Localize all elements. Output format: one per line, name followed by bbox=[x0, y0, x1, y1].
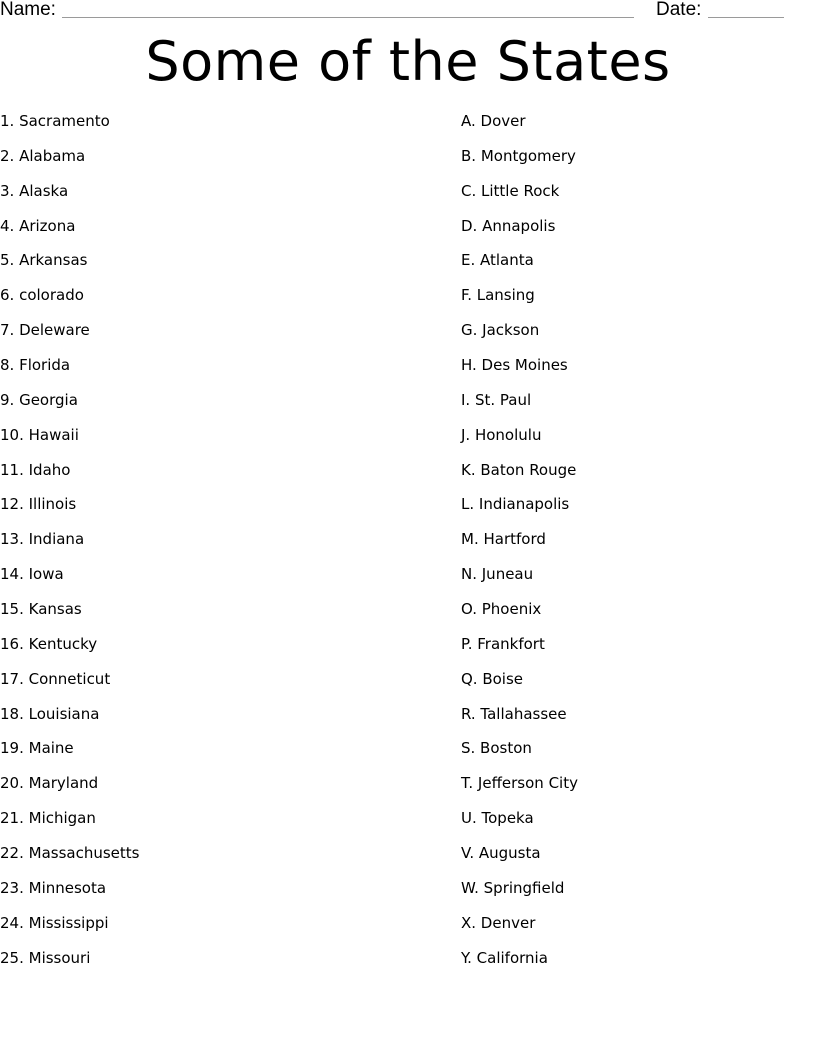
state-item: 1. Sacramento bbox=[0, 112, 110, 130]
state-item: 11. Idaho bbox=[0, 460, 71, 479]
name-blank-line bbox=[62, 17, 634, 18]
capital-item: X. Denver bbox=[461, 913, 536, 932]
state-item: 18. Louisiana bbox=[0, 704, 100, 723]
capital-item: E. Atlanta bbox=[461, 251, 534, 270]
capital-item: H. Des Moines bbox=[461, 356, 568, 375]
capital-item: I. St. Paul bbox=[461, 390, 532, 409]
states-list bbox=[0, 112, 139, 983]
state-item: 3. Alaska bbox=[0, 181, 69, 200]
name-label: Name: bbox=[0, 0, 56, 20]
state-item: 25. Missouri bbox=[0, 948, 91, 967]
capital-item: N. Juneau bbox=[461, 565, 534, 584]
state-item: 10. Hawaii bbox=[0, 425, 79, 444]
state-item: 19. Maine bbox=[0, 739, 74, 758]
state-item: 12. Illinois bbox=[0, 495, 77, 514]
state-item: 4. Arizona bbox=[0, 216, 76, 235]
date-label: Date: bbox=[656, 0, 702, 20]
capital-item: Y. California bbox=[461, 948, 548, 967]
capital-item: A. Dover bbox=[461, 112, 526, 130]
state-item: 22. Massachusetts bbox=[0, 844, 140, 863]
capital-item: J. Honolulu bbox=[461, 425, 542, 444]
capital-item: T. Jefferson City bbox=[461, 774, 578, 793]
capital-item: L. Indianapolis bbox=[461, 495, 570, 514]
state-item: 20. Maryland bbox=[0, 774, 99, 793]
state-item: 8. Florida bbox=[0, 356, 71, 375]
state-item: 17. Conneticut bbox=[0, 669, 111, 688]
state-item: 23. Minnesota bbox=[0, 878, 107, 897]
capital-item: M. Hartford bbox=[461, 530, 546, 549]
capital-item: K. Baton Rouge bbox=[461, 460, 577, 479]
capital-item: D. Annapolis bbox=[461, 216, 556, 235]
capital-item: P. Frankfort bbox=[461, 634, 545, 653]
capitals-list bbox=[461, 112, 578, 983]
state-item: 15. Kansas bbox=[0, 600, 82, 619]
state-item: 5. Arkansas bbox=[0, 251, 88, 270]
capital-item: W. Springfield bbox=[461, 878, 565, 897]
page-title: Some of the States bbox=[145, 30, 671, 93]
state-item: 2. Alabama bbox=[0, 146, 86, 165]
state-item: 9. Georgia bbox=[0, 390, 78, 409]
capital-item: R. Tallahassee bbox=[461, 704, 567, 723]
state-item: 21. Michigan bbox=[0, 809, 96, 828]
capital-item: Q. Boise bbox=[461, 669, 524, 688]
state-item: 7. Deleware bbox=[0, 321, 90, 340]
state-item: 24. Mississippi bbox=[0, 913, 109, 932]
capital-item: V. Augusta bbox=[461, 844, 541, 863]
capital-item: G. Jackson bbox=[461, 321, 540, 340]
capital-item: O. Phoenix bbox=[461, 600, 542, 619]
date-blank-line bbox=[708, 17, 784, 18]
state-item: 13. Indiana bbox=[0, 530, 85, 549]
worksheet-header bbox=[0, 0, 816, 24]
capital-item: C. Little Rock bbox=[461, 181, 560, 200]
state-item: 16. Kentucky bbox=[0, 634, 98, 653]
capital-item: U. Topeka bbox=[461, 809, 534, 828]
capital-item: F. Lansing bbox=[461, 286, 535, 305]
state-item: 14. Iowa bbox=[0, 565, 64, 584]
capital-item: S. Boston bbox=[461, 739, 532, 758]
state-item: 6. colorado bbox=[0, 286, 84, 305]
capital-item: B. Montgomery bbox=[461, 146, 576, 165]
